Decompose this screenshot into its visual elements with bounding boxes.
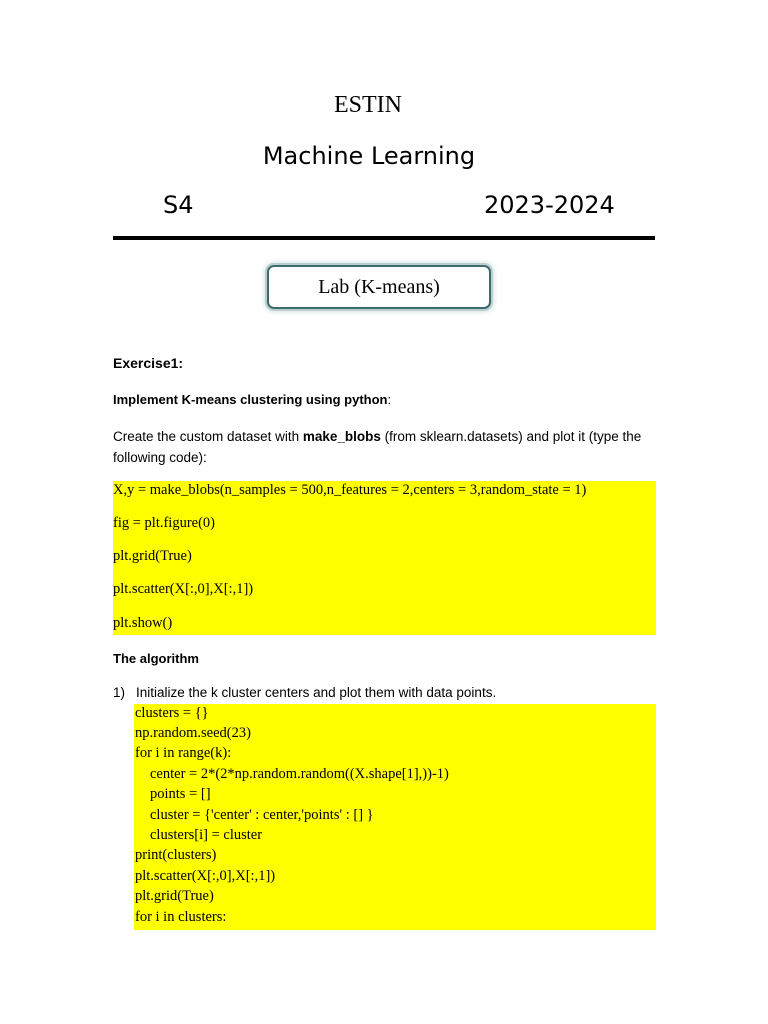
code-line: fig = plt.figure(0) bbox=[113, 515, 215, 531]
code-line: for i in range(k): bbox=[135, 745, 232, 761]
header-divider bbox=[113, 236, 655, 240]
code-line: plt.scatter(X[:,0],X[:,1]) bbox=[113, 581, 254, 597]
code-line: print(clusters) bbox=[135, 847, 217, 863]
code-line: points = [] bbox=[150, 786, 211, 802]
course-title: Machine Learning bbox=[262, 142, 476, 170]
intro-text-post: (from sklearn.datasets) and plot it (type the following code): bbox=[113, 429, 642, 465]
code-line: X,y = make_blobs(n_samples = 500,n_features = 2,centers = 3,random_state = 1) bbox=[113, 482, 587, 498]
step-text: Initialize the k cluster centers and plot them with data points. bbox=[136, 685, 497, 700]
semester-label: S4 bbox=[163, 191, 194, 219]
code-line: for i in clusters: bbox=[135, 909, 227, 925]
exercise-subtitle-bold: Implement K-means clustering using python bbox=[113, 392, 388, 407]
code-line: plt.grid(True) bbox=[113, 548, 192, 564]
lab-title: Lab (K-means) bbox=[318, 275, 440, 298]
step-number: 1) bbox=[113, 685, 126, 700]
exercise-subtitle bbox=[113, 392, 391, 407]
code-block-init-clusters bbox=[134, 704, 656, 930]
algorithm-title: The algorithm bbox=[113, 651, 199, 666]
code-line: np.random.seed(23) bbox=[135, 725, 251, 741]
school-name: ESTIN bbox=[334, 92, 402, 118]
intro-text-pre: Create the custom dataset with bbox=[113, 429, 303, 444]
code-line: plt.grid(True) bbox=[135, 888, 214, 904]
academic-year: 2023-2024 bbox=[484, 191, 615, 219]
code-line: clusters = {} bbox=[135, 705, 209, 721]
exercise-title: Exercise1: bbox=[113, 355, 184, 371]
code-line: plt.scatter(X[:,0],X[:,1]) bbox=[135, 868, 276, 884]
code-line: plt.show() bbox=[113, 615, 173, 631]
code-line: clusters[i] = cluster bbox=[150, 827, 263, 843]
code-block-dataset bbox=[113, 481, 656, 635]
code-line: cluster = {'center' : center,'points' : [] } bbox=[150, 807, 374, 823]
lab-title-box bbox=[267, 265, 491, 309]
code-line: center = 2*(2*np.random.random((X.shape[1],))-1) bbox=[150, 766, 449, 782]
exercise-intro bbox=[113, 426, 653, 468]
intro-text-bold: make_blobs bbox=[302, 429, 381, 444]
exercise-subtitle-colon: : bbox=[387, 392, 392, 407]
